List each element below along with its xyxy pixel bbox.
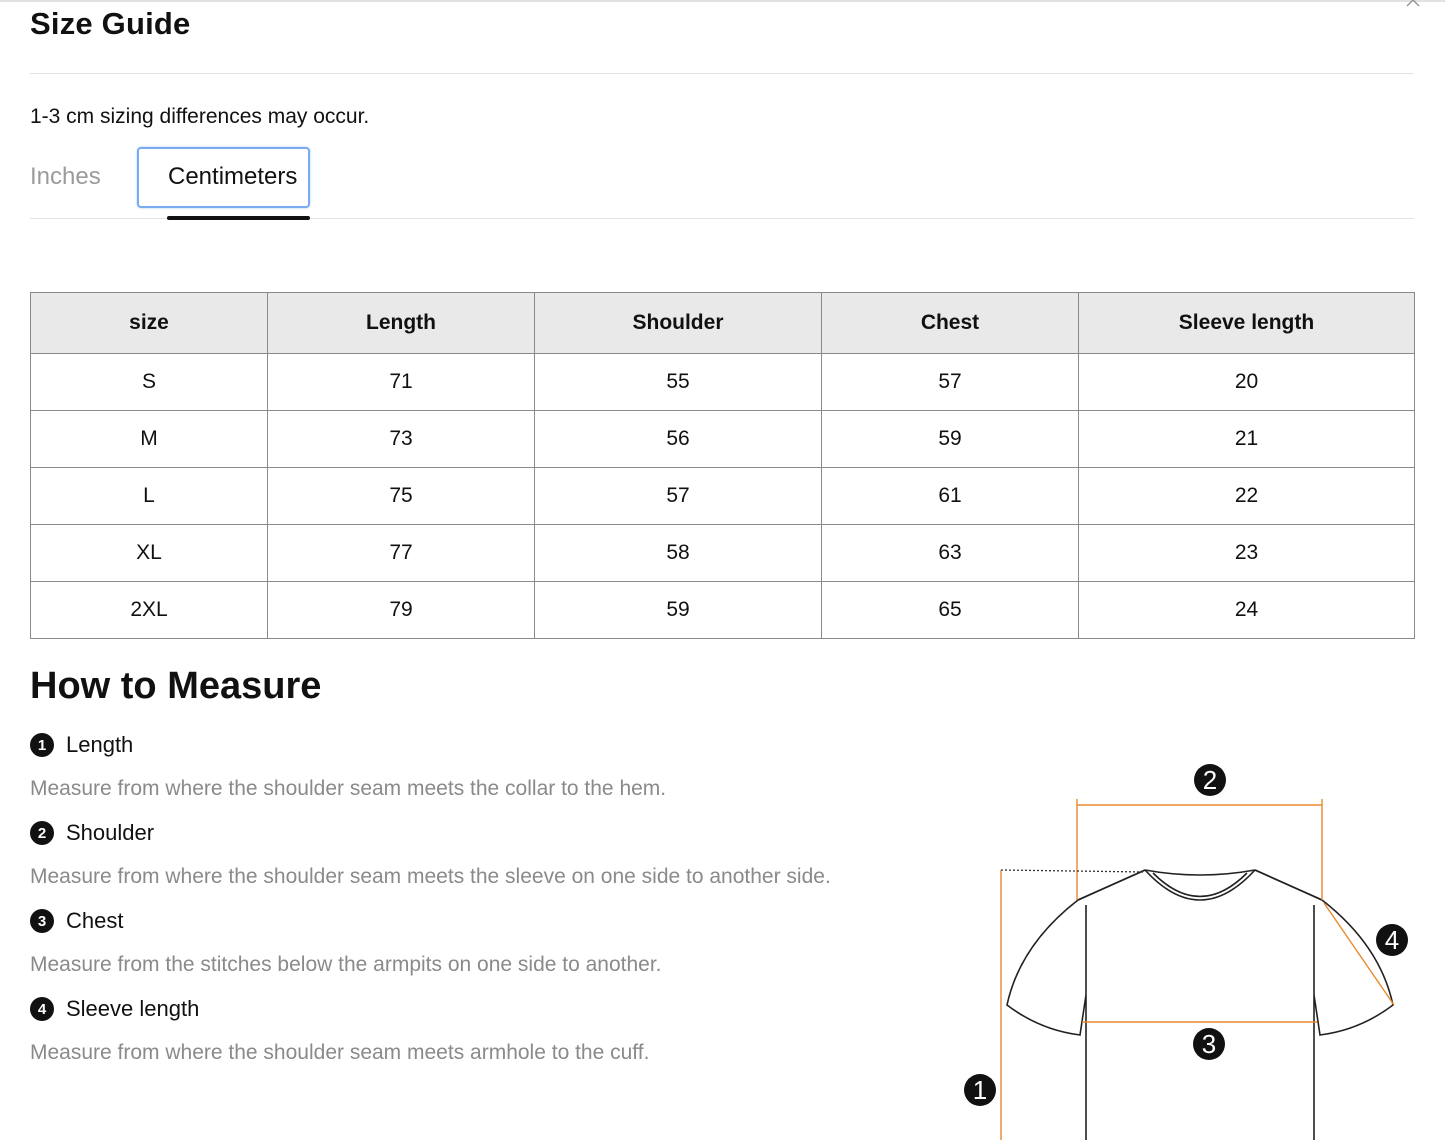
table-cell: L (31, 468, 268, 525)
step-label: Length (66, 732, 134, 757)
step-description: Measure from where the shoulder seam meets the collar to the hem. (30, 777, 667, 800)
step-chest (30, 908, 123, 934)
length-guide-line (1001, 870, 1145, 872)
step-label: Sleeve length (66, 996, 200, 1021)
table-cell: 58 (535, 525, 822, 582)
tab-centimeters[interactable] (137, 147, 310, 208)
tshirt-diagram (950, 755, 1430, 1140)
table-cell: 75 (268, 468, 535, 525)
table-row (31, 468, 1415, 525)
header-chest: Chest (822, 293, 1079, 354)
active-tab-indicator (167, 216, 310, 220)
marker-1: 1 (972, 1075, 988, 1105)
table-cell: M (31, 411, 268, 468)
sizing-note: 1-3 cm sizing differences may occur. (30, 105, 370, 128)
table-row (31, 582, 1415, 639)
measure-lines (1001, 799, 1394, 1140)
table-cell: 71 (268, 354, 535, 411)
close-icon[interactable] (1405, 0, 1421, 8)
table-cell: 22 (1079, 468, 1415, 525)
table-row (31, 525, 1415, 582)
table-cell: 77 (268, 525, 535, 582)
table-row (31, 411, 1415, 468)
table-cell: 57 (535, 468, 822, 525)
step-description: Measure from the stitches below the armpits on one side to another. (30, 953, 662, 976)
table-cell: 57 (822, 354, 1079, 411)
top-border (0, 0, 1445, 2)
table-cell: 23 (1079, 525, 1415, 582)
table-cell: 2XL (31, 582, 268, 639)
step-description: Measure from where the shoulder seam meets armhole to the cuff. (30, 1041, 650, 1064)
table-header-row (31, 293, 1415, 354)
marker-2: 2 (1202, 765, 1218, 795)
number-4-icon: 4 (30, 997, 54, 1021)
table-cell: 63 (822, 525, 1079, 582)
table-cell: 59 (822, 411, 1079, 468)
table-cell: 55 (535, 354, 822, 411)
step-length (30, 732, 133, 758)
number-1-icon: 1 (30, 733, 54, 757)
title-divider (30, 73, 1414, 74)
number-2-icon: 2 (30, 821, 54, 845)
table-cell: XL (31, 525, 268, 582)
table-cell: S (31, 354, 268, 411)
tab-inches[interactable]: Inches (30, 163, 101, 190)
step-description: Measure from where the shoulder seam meets the sleeve on one side to another side. (30, 865, 831, 888)
header-sleeve-length: Sleeve length (1079, 293, 1415, 354)
modal-title: Size Guide (30, 6, 191, 41)
step-label: Chest (66, 908, 124, 933)
step-label: Shoulder (66, 820, 155, 845)
table-cell: 79 (268, 582, 535, 639)
table-cell: 21 (1079, 411, 1415, 468)
table-cell: 61 (822, 468, 1079, 525)
marker-4: 4 (1384, 925, 1400, 955)
table-row (31, 354, 1415, 411)
table-cell: 73 (268, 411, 535, 468)
step-shoulder (30, 820, 154, 846)
table-cell: 20 (1079, 354, 1415, 411)
header-shoulder: Shoulder (535, 293, 822, 354)
table-cell: 65 (822, 582, 1079, 639)
step-sleeve-length (30, 996, 199, 1022)
tshirt-outline (1007, 870, 1393, 1140)
size-table (30, 292, 1415, 639)
table-cell: 24 (1079, 582, 1415, 639)
how-to-measure-title: How to Measure (30, 665, 322, 707)
tab-centimeters-label: Centimeters (168, 163, 298, 190)
table-cell: 59 (535, 582, 822, 639)
table-cell: 56 (535, 411, 822, 468)
header-length: Length (268, 293, 535, 354)
marker-3: 3 (1201, 1029, 1217, 1059)
header-size: size (31, 293, 268, 354)
diagram-markers (964, 764, 1408, 1106)
number-3-icon: 3 (30, 909, 54, 933)
